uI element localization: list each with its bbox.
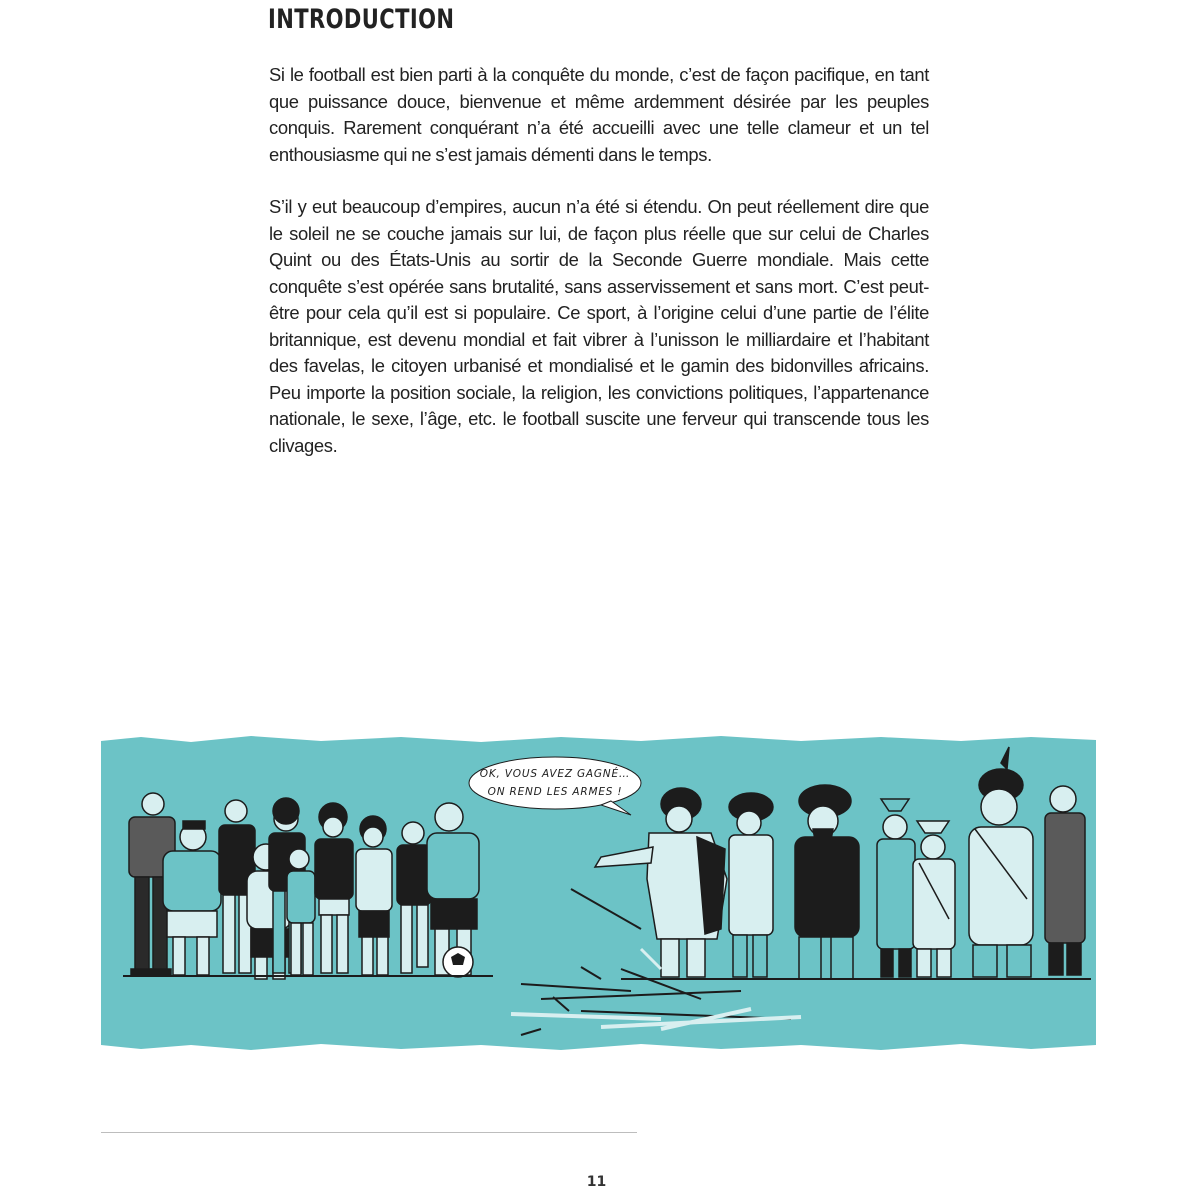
paragraph-2: S’il y eut beaucoup d’empires, aucun n’a été si étendu. On peut réellement dire que le soleil ne se couche jamais sur lui, de façon plus réelle que sur celui de Charles Quint ou des États-Unis au sortir de la Seconde Guerre mondiale. Mais cette conquête s’est opérée sans brutalité, sans asservissement et sans mort. C’est peut-être pour cela qu’il est si populaire. Ce sport, à l’origine celui d’une partie de l’élite britannique, est devenu mondial et fait vibrer à l’unisson le milliardaire et l’habitant des favelas, le citoyen urbanisé et mondialisé et le gamin des bidonvilles africains. Peu importe la position sociale, la religion, les convictions politiques, l’appartenance nationale, le sexe, l’âge, etc. le football suscite une ferveur qui transcende tous les clivages.: [269, 196, 929, 456]
paragraph-1: Si le football est bien parti à la conquête du monde, c’est de façon pacifique, en tant que puissance douce, bienvenue et même ardemment désirée par les peuples conquis. Rarement conquérant n’a été accueilli avec une telle clameur et un tel enthousiasme qui ne s’est jamais démenti dans le temps.: [269, 64, 929, 165]
page-number: 11: [586, 1174, 607, 1190]
footnote-rule: [101, 1132, 637, 1133]
football-ball-icon: [443, 947, 473, 977]
speech-line-2: ON REND LES ARMES !: [487, 786, 623, 798]
speech-line-1: OK, VOUS AVEZ GAGNÉ…: [479, 768, 631, 780]
page-title: INTRODUCTION: [268, 4, 455, 35]
comic-illustration: [101, 729, 1096, 1054]
